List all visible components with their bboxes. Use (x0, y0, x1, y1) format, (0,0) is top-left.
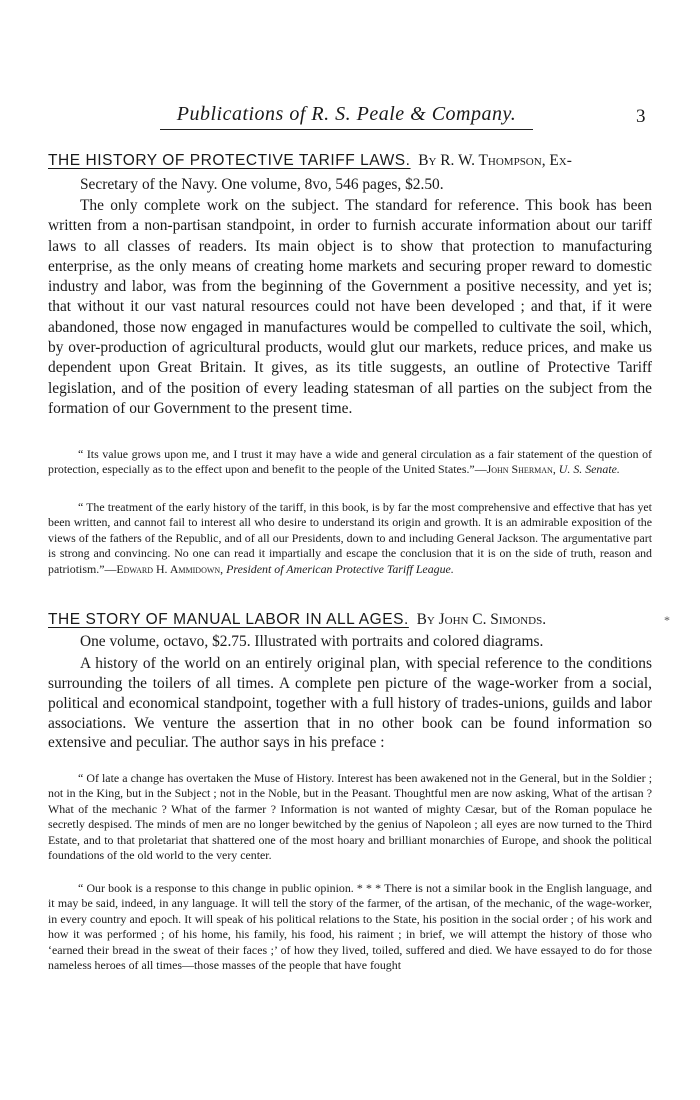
entry-2-subline: One volume, octavo, $2.75. Illustrated with portraits and colored diagrams. (80, 633, 544, 650)
quote-affiliation: President of American Protective Tariff League. (226, 561, 454, 576)
entry-2-title: THE STORY OF MANUAL LABOR IN ALL AGES. (48, 611, 409, 628)
entry-1-heading (48, 150, 648, 172)
entry-1-subline: Secretary of the Navy. One volume, 8vo, 546 pages, $2.50. (80, 176, 444, 193)
page-number: 3 (636, 106, 646, 127)
entry-2-byline: By John C. Simonds. (416, 611, 547, 628)
quote-author: John Sherman, (486, 462, 556, 477)
running-head: Publications of R. S. Peale & Company. (176, 103, 517, 125)
quote-text: “ The treatment of the early history of the tariff, in this book, is by far the most comprehensive and effective that has yet been written, and cannot fail to interest all who desire to understand its origin and growth. It is an admirable exposition of the views of the fathers of the Republic, and of all our Presidents, down to and including General Jackson. The argumentative part is strong and convincing. No one can read it impartially and escape the conclusion that it is on the side of truth, reason and patriotism.”— (48, 500, 652, 576)
header-rule (160, 129, 533, 130)
entry-2-heading (48, 609, 648, 631)
quote-author: Edward H. Ammidown, (116, 561, 224, 576)
entry-1-description: The only complete work on the subject. The standard for reference. This book has been written from a non-partisan standpoint, in order to furnish accurate information about our tariff laws to all classes of readers. Its main object is to show that protection to manufacturing enterprise, as the only means of creating home markets and securing proper reward to domestic industry and labor, was from the beginning of the Government a positive necessity, and yet is; that without it our vast natural resources could not have been developed ; and that, if it were abandoned, those now engaged in manufactures would be compelled to cultivate the soil, which, by over-production of agricultural products, would glut our markets, reduce prices, and make us dependent upon Great Britain. It gives, as its title suggests, an outline of Protective Tariff legislation, and of the position of every leading statesman of all parties on the subject from the formation of our Government to the present time. (48, 197, 652, 417)
margin-mark: * (664, 613, 670, 627)
entry-1-quote-1 (48, 447, 652, 478)
entry-2-quote-1: “ Of late a change has overtaken the Muse of History. Interest has been awakened not in the General, but in the Soldier ; not in the King, but in the Subject ; not in the Noble, but in the Peasant. Thoughtful men are now asking, What of the artisan ? What of the mechanic ? What of the farmer ? Information is not wanted of mighty Cæsar, but of the Roman populace he secretly despised. The minds of men are no longer bewitched by the genius of Napoleon ; all eyes are now turned to the Third Estate, and to that proletariat that shattered one of the most hoary and brilliant monarchies of Europe, and shook the political foundations of the old world to the very center. (48, 771, 652, 863)
entry-2-quote-2: “ Our book is a response to this change in public opinion. * * * There is not a similar book in the English language, and it may be said, indeed, in any language. It will tell the story of the farmer, of the artisan, of the mechanic, of the wage-worker, in every country and epoch. It will speak of his political relations to the State, his position in the social order ; of his work and how it was performed ; of his home, his family, his food, his raiment ; in brief, we will attempt the history of those who ‘earned their bread in the sweat of their faces ;’ of how they lived, toiled, suffered and died. We have essayed to do for those nameless heroes of all times—those masses of the people that have fought (48, 881, 652, 973)
entry-2-description: A history of the world on an entirely original plan, with special reference to the conditions surrounding the toilers of all times. A complete pen picture of the wage-worker from a social, political and economical standpoint, together with a full history of trades-unions, guilds and labor associations. We venture the assertion that in no other book can be found information so extensive and peculiar. The author says in his preface : (48, 655, 652, 752)
entry-1-title: THE HISTORY OF PROTECTIVE TARIFF LAWS. (48, 152, 411, 169)
entry-1-quote-2 (48, 500, 652, 577)
quote-affiliation: U. S. Senate. (558, 462, 620, 477)
quote-text: “ Its value grows upon me, and I trust it may have a wide and general circulation as a fair statement of the question of protection, especially as to the effect upon and benefit to the people of the United States.”— (48, 447, 652, 477)
entry-1-byline: By R. W. Thompson, Ex- (418, 152, 572, 169)
